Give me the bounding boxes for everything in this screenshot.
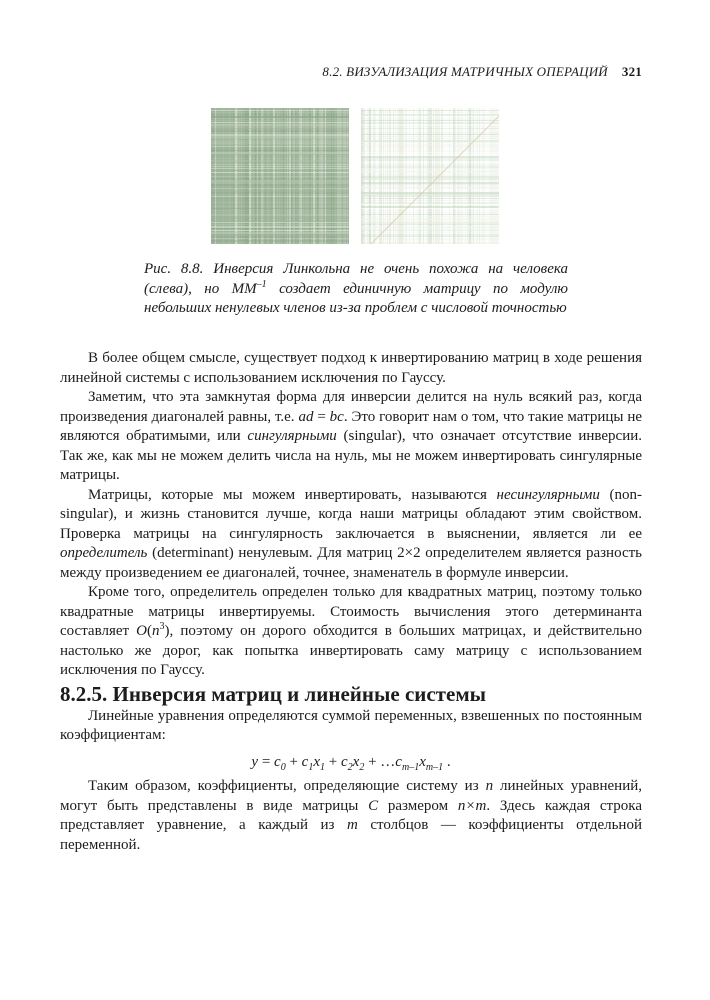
paragraph-2: [60, 388, 642, 486]
identity-product-image: [361, 108, 499, 244]
p4-text-b: , поэтому он дорого обходится в больших матрицах, и действительно настолько же дорог, как попытка инвертировать саму матрицу с использованием исключения по Гауссу.: [60, 623, 643, 678]
p6-dims: n×m: [457, 797, 487, 814]
p6-C: C: [368, 797, 379, 814]
p6-n: n: [485, 778, 494, 794]
p2-equals: =: [317, 408, 326, 425]
paragraph-3: [60, 486, 642, 584]
figure-identity-product: [361, 108, 499, 244]
linear-equation-formula: [60, 753, 642, 773]
paragraph-1: В более общем смысле, существует подход к инвертированию матриц в ходе решения линейной системы с использованием исключения по Гауссу.: [60, 350, 642, 386]
running-header: [60, 64, 642, 80]
p2-formula-bc: bc: [329, 408, 344, 425]
f-dot: .: [443, 753, 451, 770]
running-title: 8.2. ВИЗУАЛИЗАЦИЯ МАТРИЧНЫХ ОПЕРАЦИЙ: [322, 64, 608, 79]
caption-superscript: –1: [256, 278, 267, 290]
f-c2: c: [340, 753, 348, 770]
f-s0: 0: [280, 761, 286, 773]
caption-prefix: Рис. 8.8.: [144, 261, 204, 277]
f-s1b: 1: [320, 761, 326, 773]
f-plus2: +: [325, 753, 341, 770]
p4-big-o: O: [136, 623, 147, 639]
p6-text-b: линейных уравнений, могут быть представлены в виде матрицы: [60, 778, 643, 814]
p2-formula-ad: ad: [298, 408, 314, 425]
p4-paren-open: (: [147, 623, 152, 639]
f-s2a: 2: [347, 761, 353, 773]
p2-term-singular: сингулярными: [247, 428, 337, 444]
paragraph-5: Линейные уравнения определяются суммой переменных, взвешенных по постоянным коэффициентам:: [60, 707, 642, 743]
f-eq: =: [258, 753, 275, 770]
f-x2: x: [352, 753, 360, 770]
p4-paren-close: ): [164, 623, 170, 639]
p3-text-b: (non-singular), и жизнь становится лучше, когда наши матрицы обладают этим свойством. Проверка матрицы на сингулярность заключается в выяснении, является ли ее: [60, 486, 643, 542]
f-plus3: + …: [364, 753, 396, 770]
f-xm: x: [419, 753, 426, 770]
p4-exponent: 3: [159, 621, 165, 632]
p6-m: m: [346, 817, 358, 833]
p4-n: n: [152, 623, 160, 639]
f-x1: x: [313, 753, 321, 770]
f-s1a: 1: [308, 761, 314, 773]
f-smb: m–1: [425, 761, 444, 773]
p6-text-d: . Здесь каждая строка представляет уравнение, а каждый из: [60, 797, 643, 833]
p4-text-a: Кроме того, определитель определен только для квадратных матриц, поэтому только квадратные матрицы инвертируемы. Стоимость вычисления этого детерминанта составляет: [60, 584, 642, 639]
figure-lincoln-inverse: [211, 108, 349, 244]
f-c1: c: [301, 753, 309, 770]
page-number: 321: [621, 64, 642, 79]
p3-term-determinant: определитель: [60, 545, 148, 561]
f-plus1: +: [285, 753, 302, 770]
p2-text-b: . Это говорит нам о том, что такие матрицы не являются обратимыми, или: [60, 408, 643, 444]
lincoln-inverse-image: [211, 108, 349, 244]
f-cm: c: [395, 753, 402, 770]
p3-text-c: (determinant) ненулевым. Для матриц 2×2 определителем является разность между произведением ее диагоналей, точнее, знаменатель в формуле инверсии.: [60, 545, 642, 581]
caption-text-2: создает единичную матрицу по модулю небольших ненулевых членов из-за проблем с числовой точностью: [144, 280, 568, 316]
page-body: [60, 349, 642, 855]
p6-text-c: размером: [387, 797, 449, 814]
f-s2b: 2: [359, 761, 365, 773]
p6-text-e: столбцов — коэффициенты отдельной переменной.: [60, 817, 642, 853]
p3-text-a: Матрицы, которые мы можем инвертировать, называются: [88, 486, 487, 503]
caption-text-1: Инверсия Линкольна не очень похожа на человека (слева), но MM: [144, 261, 568, 297]
figure-caption: [144, 260, 568, 319]
paragraph-6: [60, 777, 642, 855]
p3-term-nonsingular: несингулярными: [496, 486, 600, 503]
f-y: y: [251, 753, 259, 770]
f-sma: m–1: [401, 761, 420, 773]
p6-text-a: Таким образом, коэффициенты, определяющие систему из: [88, 778, 479, 794]
p2-text-a: Заметим, что эта замкнутая форма для инверсии делится на нуль всякий раз, когда произведения диагоналей равны, т.е.: [60, 389, 642, 425]
p2-text-c: (singular), что означает отсутствие инверсии. Так же, как мы не можем делить числа на нуль, мы не можем инвертировать сингулярные матрицы.: [60, 428, 643, 483]
paragraph-4: [60, 583, 642, 681]
f-c0: c: [274, 753, 281, 770]
section-title: 8.2.5. Инверсия матриц и линейные системы: [60, 681, 487, 706]
